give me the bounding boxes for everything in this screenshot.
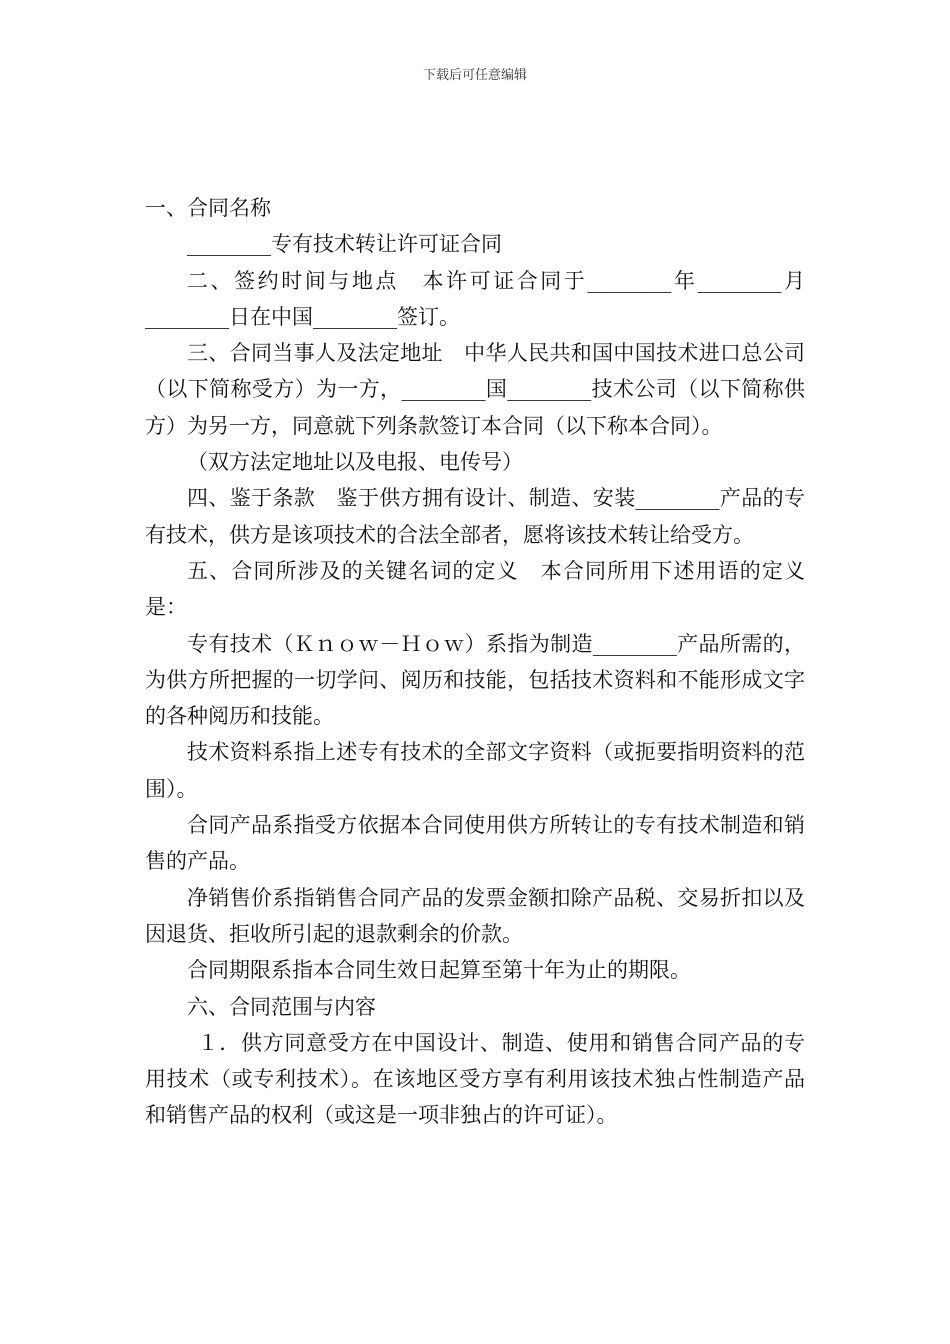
contract-body (145, 190, 805, 1134)
section-2-signing: 二、签约时间与地点 本许可证合同于________年________月________日在中国________签订。 (145, 268, 805, 329)
section-4-recitals: 四、鉴于条款 鉴于供方拥有设计、制造、安装________产品的专有技术，供方是该项技术的合法全部者，愿将该技术转让给受方。 (145, 486, 805, 547)
contract-name-line: ________专有技术转让许可证合同 (187, 232, 502, 257)
section-1-title: 一、合同名称 (145, 196, 271, 220)
section-6-scope: 六、合同范围与内容 (187, 994, 376, 1019)
definition-know-how: 专有技术（Ｋｎｏｗ－Ｈｏｗ）系指为制造________产品所需的，为供方所把握的一切学问、阅历和技能，包括技术资料和不能形成文字的各种阅历和技能。 (145, 631, 805, 729)
section-5-definitions: 五、合同所涉及的关键名词的定义 本合同所用下述用语的定义是： (145, 558, 805, 620)
scope-item-1: １．供方同意受方在中国设计、制造、使用和销售合同产品的专用技术（或专利技术）。在该地区受方享有利用该技术独占性制造产品和销售产品的权利（或这是一项非独占的许可证）。 (145, 1030, 805, 1128)
definition-contract-term: 合同期限系指本合同生效日起算至第十年为止的期限。 (187, 958, 691, 983)
definition-net-selling-price: 净销售价系指销售合同产品的发票金额扣除产品税、交易折扣以及因退货、拒收所引起的退款剩余的价款。 (145, 885, 805, 946)
section-3-parties: 三、合同当事人及法定地址 中华人民共和国中国技术进口总公司（以下简称受方）为一方，________国________技术公司（以下简称供方）为另一方，同意就下列条款签订本合同（以下称本合同）。 (145, 341, 805, 438)
page-header-note: 下载后可任意编辑 (422, 68, 527, 83)
definition-technical-data: 技术资料系指上述专有技术的全部文字资料（或扼要指明资料的范围）。 (145, 740, 805, 801)
parties-address-note: （双方法定地址以及电报、电传号） (187, 450, 523, 475)
definition-contract-product: 合同产品系指受方依据本合同使用供方所转让的专有技术制造和销售的产品。 (145, 813, 805, 874)
